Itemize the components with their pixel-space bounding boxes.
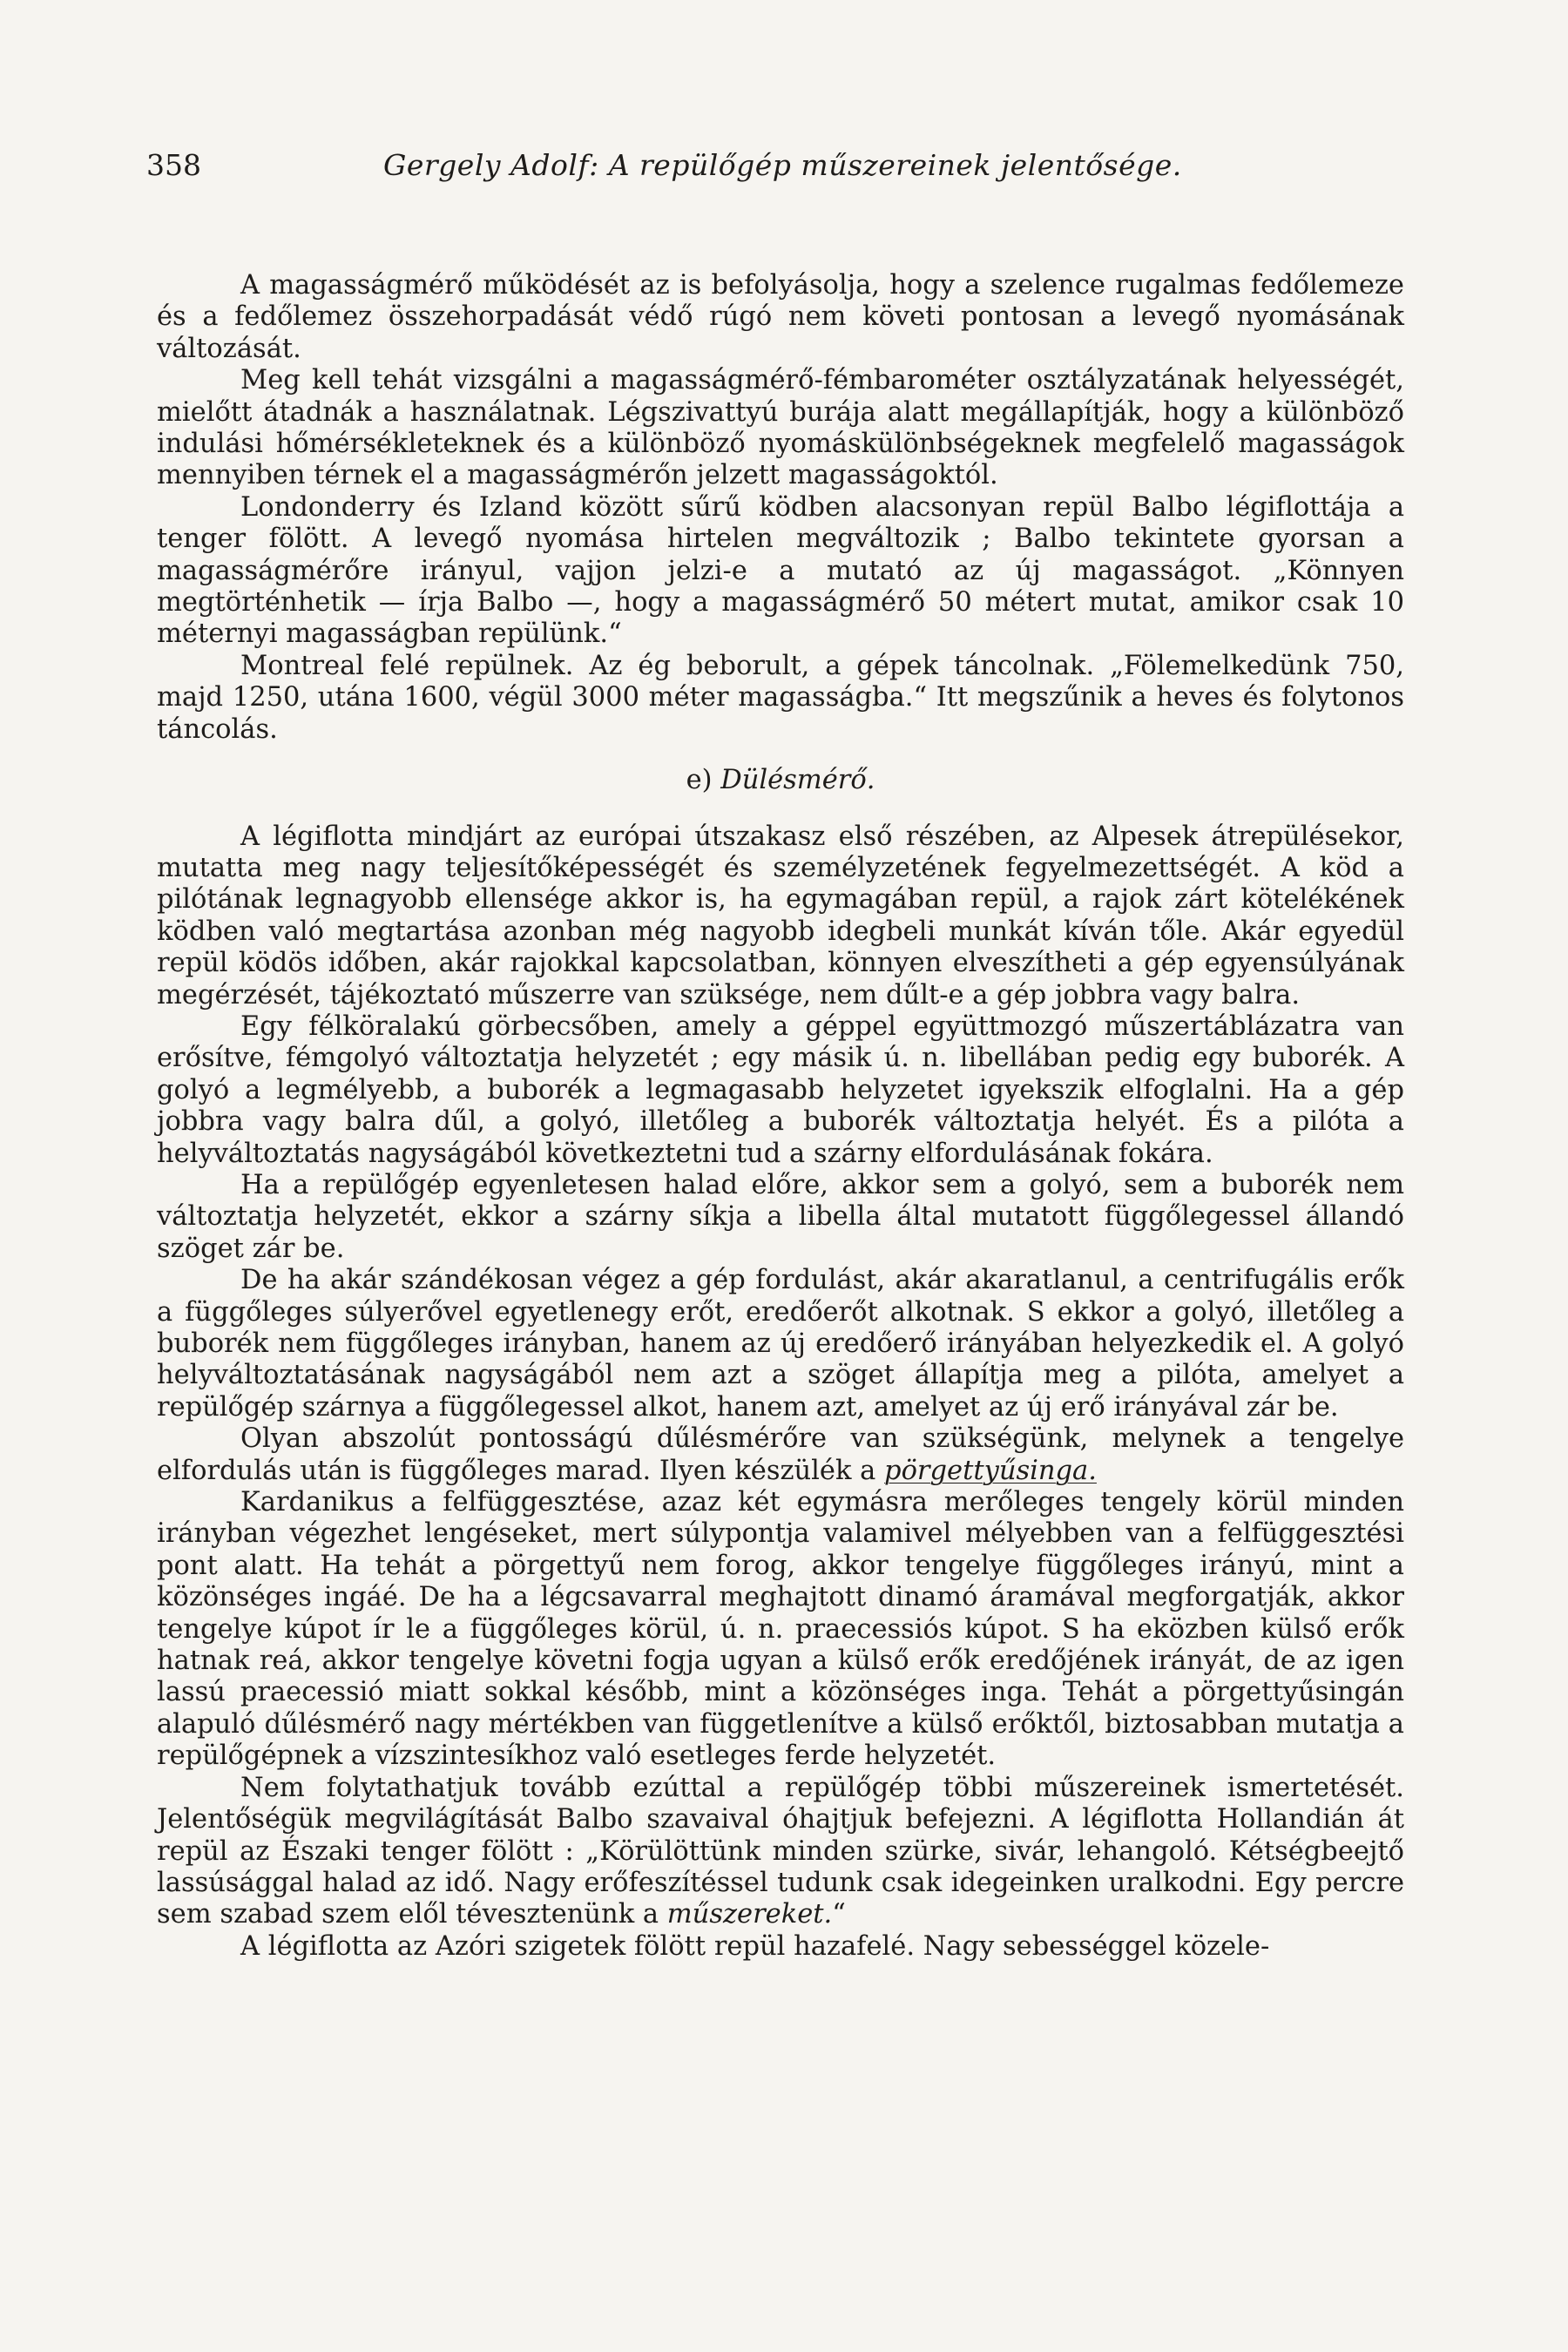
emphasized-term: műszereket. <box>666 1899 833 1930</box>
running-head: Gergely Adolf: A repülőgép műszereinek jelentősége. <box>383 148 1182 182</box>
paragraph-9 <box>157 1423 1404 1487</box>
emphasized-term: pörgettyűsinga. <box>884 1455 1097 1486</box>
paragraph-9-text: Olyan abszolút pontosságú dűlésmérőre van szükségünk, melynek a tengelye elfordulás után is függőleges marad. Ilyen készülék a <box>157 1423 1404 1486</box>
paragraph-1: A magasságmérő működését az is befolyásolja, hogy a szelence rugalmas fedőlemeze és a fedőlemez összehorpadását védő rúgó nem követi pontosan a levegő nyomásának változását. <box>157 270 1404 364</box>
paragraph-8: De ha akár szándékosan végez a gép fordulást, akár akaratlanul, a centrifugális erők a függőleges súlyerővel egyetlenegy erőt, eredőerőt alkotnak. S ekkor a golyó, illetőleg a buborék nem függőleges irányban, hanem az új eredőerő irányában helyezkedik el. A golyó helyváltoztatásának nagyságából nem azt a szöget állapítja meg a pilóta, amelyet a repülőgép szárnya a függőlegessel alkot, hanem azt, amelyet az új erő irányával zár be. <box>157 1265 1404 1423</box>
paragraph-12: A légiflotta az Azóri szigetek fölött repül hazafelé. Nagy sebességgel közele- <box>240 1930 1270 1962</box>
paragraph-3: Londonderry és Izland között sűrű ködben alacsonyan repül Balbo légiflottája a tenger fölött. A levegő nyomása hirtelen megváltozik ; Balbo tekintete gyorsan a magasságmérőre irányul, vajjon jelzi-e a mutató az új magasságot. „Könnyen megtörténhetik — írja Balbo —, hogy a magasságmérő 50 métert mutat, amikor csak 10 méternyi magasságban repülünk.“ <box>157 491 1404 650</box>
paragraph-7: Ha a repülőgép egyenletesen halad előre, akkor sem a golyó, sem a buborék nem változtatja helyzetét, ekkor a szárny síkja a libella által mutatott függőlegessel állandó szöget zár be. <box>157 1169 1404 1264</box>
paragraph-11-text: Nem folytathatjuk tovább ezúttal a repülőgép többi műszereinek ismertetését. Jelentőségük megvilágítását Balbo szavaival óhajtjuk befejezni. A légiflotta Hollandián át repül az Északi tenger fölött : „Körülöttünk minden szürke, sivár, lehangoló. Kétségbeejtő lassúsággal halad az idő. Nagy erőfeszítéssel tudunk csak idegeinken uralkodni. Egy percre sem szabad szem elől tévesztenünk a <box>157 1772 1404 1930</box>
section-label: e) <box>686 765 713 796</box>
closing-quote: “ <box>832 1899 846 1930</box>
section-title: Dülésmérő. <box>720 765 875 796</box>
paragraph-5: A légiflotta mindjárt az európai útszakasz első részében, az Alpesek átrepülésekor, mutatta meg nagy teljesítőképességét és személyzetének fegyelmezettségét. A köd a pilótának legnagyobb ellensége akkor is, ha egymagában repül, a rajok zárt kötelékének ködben való megtartása azonban még nagyobb idegbeli munkát kíván tőle. Akár egyedül repül ködös időben, akár rajokkal kapcsolatban, könnyen elveszítheti a gép egyensúlyának megérzését, tájékoztató műszerre van szüksége, nem dűlt-e a gép jobbra vagy balra. <box>157 821 1404 1010</box>
section-heading <box>157 765 1404 796</box>
paragraph-11 <box>157 1773 1404 1931</box>
paragraph-10: Kardanikus a felfüggesztése, azaz két egymásra merőleges tengely körül minden irányban végezhet lengéseket, mert súlypontja valamivel mélyebben van a felfüggesztési pont alatt. Ha tehát a pörgettyű nem forog, akkor tengelye függőleges irányú, mint a közönséges ingáé. De ha a légcsavarral meghajtott dinamó áramával megforgatják, akkor tengelye kúpot ír le a függőleges körül, ú. n. praecessiós kúpot. S ha eközben külső erők hatnak reá, akkor tengelye követni fogja ugyan a külső erők eredőjének irányát, de az igen lassú praecessió miatt sokkal később, mint a közönséges inga. Tehát a pörgettyűsingán alapuló dűlésmérő nagy mértékben van függetlenítve a külső erőktől, biztosabban mutatja a repülőgépnek a vízszintesíkhoz való esetleges ferde helyzetét. <box>157 1487 1404 1772</box>
page-number: 358 <box>146 148 201 182</box>
paragraph-6: Egy félköralakú görbecsőben, amely a géppel együttmozgó műszertáblázatra van erősítve, fémgolyó változtatja helyzetét ; egy másik ú. n. libellában pedig egy buborék. A golyó a legmélyebb, a buborék a legmagasabb helyzetet igyekszik elfoglalni. Ha a gép jobbra vagy balra dűl, a golyó, illetőleg a buborék változtatja helyét. És a pilóta a helyváltoztatás nagyságából következtetni tud a szárny elfordulásának fokára. <box>157 1010 1404 1169</box>
paragraph-4: Montreal felé repülnek. Az ég beborult, a gépek táncolnak. „Fölemelkedünk 750, majd 1250, utána 1600, végül 3000 méter magasságba.“ Itt megszűnik a heves és folytonos táncolás. <box>157 650 1404 745</box>
paragraph-2: Meg kell tehát vizsgálni a magasságmérő-fémbarométer osztályzatának helyességét, mielőtt átadnák a használatnak. Légszivattyú burája alatt megállapítják, hogy a különböző indulási hőmérsékleteknek és a különböző nyomáskülönbségeknek megfelelő magasságok mennyiben térnek el a magasságmérőn jelzett magasságoktól. <box>157 365 1404 491</box>
body-text <box>157 270 1404 1963</box>
